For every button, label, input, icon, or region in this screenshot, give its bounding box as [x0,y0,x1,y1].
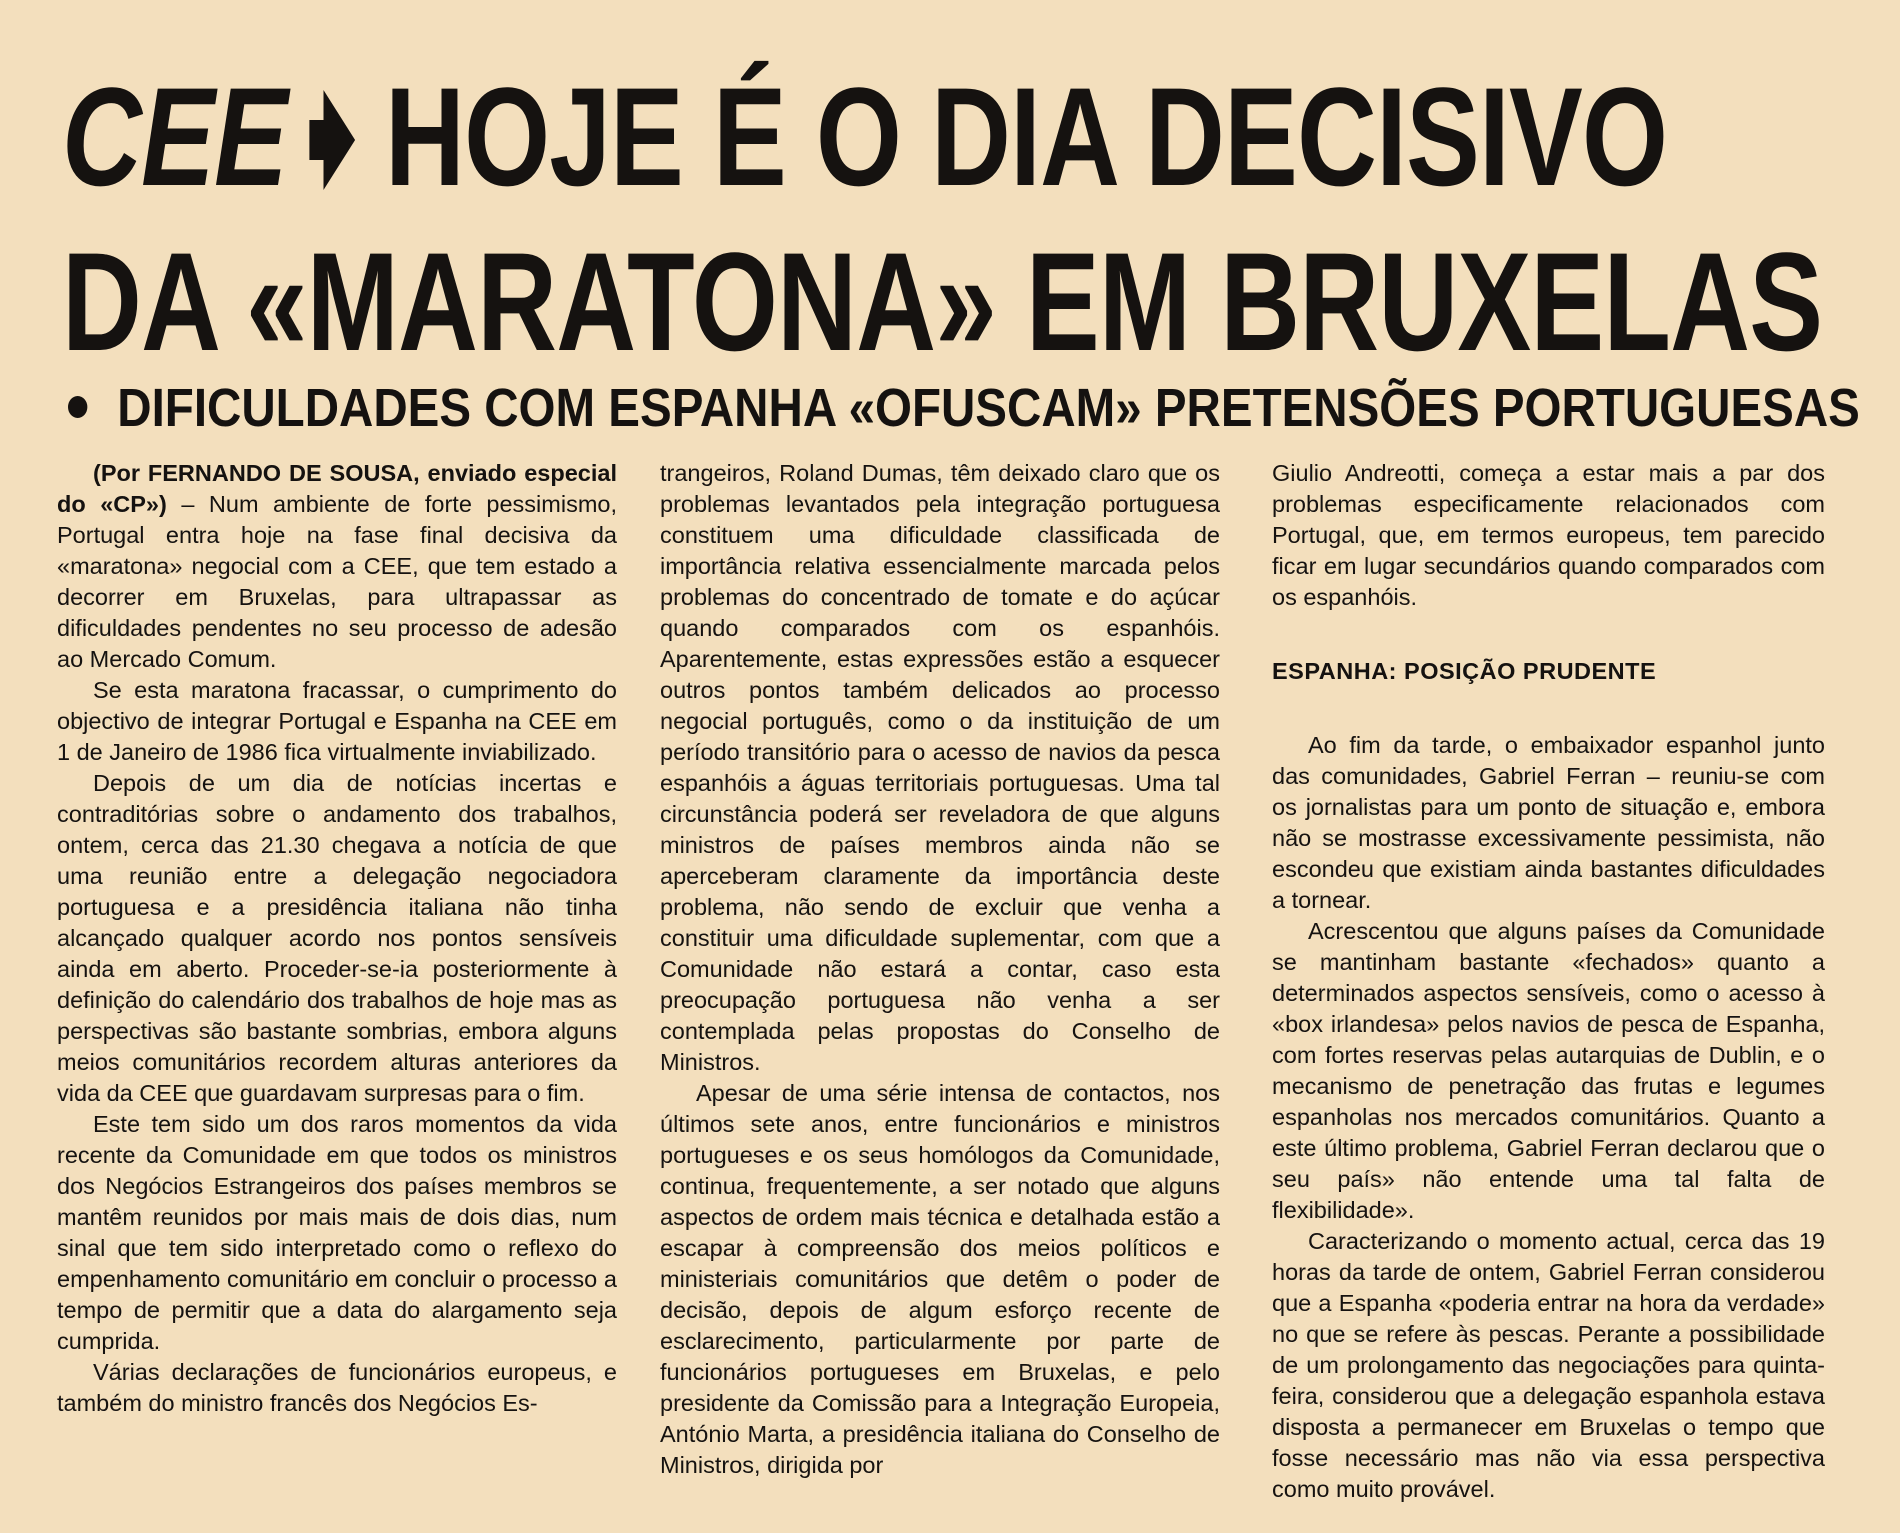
article-paragraph: Depois de um dia de notícias incertas e contraditórias sobre o andamento dos trabalhos, ontem, cerca das 21.30 chegava a notícia de que uma reunião entre a delegação negociadora portuguesa e a presidência italiana não tinha alcançado qualquer acordo nos pontos sensíveis ainda em aberto. Proceder-se-ia posteriormente à definição do calendário dos trabalhos de hoje mas as perspectivas são bastante sombrias, embora alguns meios comunitários recordem alturas anteriores da vida da CEE que guardavam surpresas para o fim. [57,770,617,1106]
article-paragraph: Ao fim da tarde, o embaixador espanhol junto das comunidades, Gabriel Ferran – reuniu-se com os jornalistas para um ponto de situação e, embora não se mostrasse excessivamente pessimista, não escondeu que existiam ainda bastantes dificuldades a tornear. [1272,732,1825,913]
headline-line-1-text: HOJE É O DIA DECISIVO [385,58,1668,215]
article-paragraph: Caracterizando o momento actual, cerca das 19 horas da tarde de ontem, Gabriel Ferran considerou que a Espanha «poderia entrar na hora da verdade» no que se refere às pescas. Perante a possibilidade de um prolongamento das negociações para quinta-feira, considerou que a delegação espanhola estava disposta a permanecer em Bruxelas o tempo que fosse necessário mas não via essa perspectiva como muito provável. [1272,1228,1825,1502]
headline-kicker: CEE [62,58,288,215]
article-paragraph: Acrescentou que alguns países da Comunidade se mantinham bastante «fechados» quanto a determinados aspectos sensíveis, como o acesso à «box irlandesa» pelos navios de pesca de Espanha, com fortes reservas pelas autarquias de Dublin, e o mecanismo de penetração das frutas e legumes espanholas nos mercados comunitários. Quanto a este último problema, Gabriel Ferran declarou que o seu país» não entende uma tal falta de flexibilidade». [1272,918,1825,1223]
headline-line-2: DA «MARATONA» EM BRUXELAS [62,223,1823,380]
article-paragraph [57,458,617,675]
article-paragraph: Apesar de uma série intensa de contactos, nos últimos sete anos, entre funcionários e ministros portugueses e os seus homólogos da Comunidade, continua, frequentemente, a ser notado que alguns aspectos de ordem mais técnica e detalhada estão a escapar à compreensão dos meios políticos e ministeriais comunitários que detêm o poder de decisão, depois de algum esforço recente de esclarecimento, particularmente por parte de funcionários portugueses em Bruxelas, e pelo presidente da Comissão para a Integração Europeia, António Marta, a presidência italiana do Conselho de Ministros, dirigida por [660,1080,1220,1478]
headline [62,52,1823,382]
article-column-2 [660,458,1220,1481]
arrow-right-icon [309,57,355,227]
article-paragraph: trangeiros, Roland Dumas, têm deixado claro que os problemas levantados pela integração portuguesa constituem uma dificuldade classificada de importância relativa essencialmente marcada pelos problemas do concentrado de tomate e do açúcar quando comparados com os espanhóis. Aparentemente, estas expressões estão a esquecer outros pontos também delicados ao processo negocial português, como o da instituição de um período transitório para o acesso de navios da pesca espanhóis a águas territoriais portuguesas. Uma tal circunstância poderá ser reveladora de que alguns ministros de países membros ainda não se aperceberam claramente da importância deste problema, não sendo de excluir que venha a constituir uma dificuldade suplementar, com que a Comunidade não estará a contar, caso esta preocupação portuguesa não venha a ser contemplada pelas propostas do Conselho de Ministros. [660,460,1220,1075]
headline-line-1 [62,52,1668,217]
paragraph-text: – Num ambiente de forte pessimismo, Portugal entra hoje na fase final decisiva da «maratona» negocial com a CEE, que tem estado a decorrer em Bruxelas, para ultrapassar as dificuldades pendentes no seu processo de adesão ao Mercado Comum. [57,491,618,672]
subheadline [68,378,1860,438]
article-paragraph: Se esta maratona fracassar, o cumprimento do objectivo de integrar Portugal e Espanha na CEE em 1 de Janeiro de 1986 fica virtualmente inviabilizado. [57,677,617,765]
byline: (Por FERNANDO DE SOUSA, enviado especial do «CP») [57,460,617,517]
section-heading: ESPANHA: POSIÇÃO PRUDENTE [1272,658,1657,684]
article-column-3 [1272,458,1825,1505]
article-paragraph: Várias declarações de funcionários europeus, e também do ministro francês dos Negócios Es- [57,1359,617,1416]
subheadline-text: DIFICULDADES COM ESPANHA «OFUSCAM» PRETENSÕES PORTUGUESAS [117,378,1860,438]
article-paragraph: Este tem sido um dos raros momentos da vida recente da Comunidade em que todos os ministros dos Negócios Estrangeiros dos países membros se mantêm reunidos por mais mais de dois dias, num sinal que tem sido interpretado como o reflexo do empenhamento comunitário em concluir o processo a tempo de permitir que a data do alargamento seja cumprida. [57,1111,617,1354]
article-column-1 [57,458,617,1419]
bullet-icon [68,396,87,418]
article-paragraph: Giulio Andreotti, começa a estar mais a par dos problemas especificamente relacionados com Portugal, que, em termos europeus, tem parecido ficar em lugar secundários quando comparados com os espanhóis. [1272,460,1825,610]
